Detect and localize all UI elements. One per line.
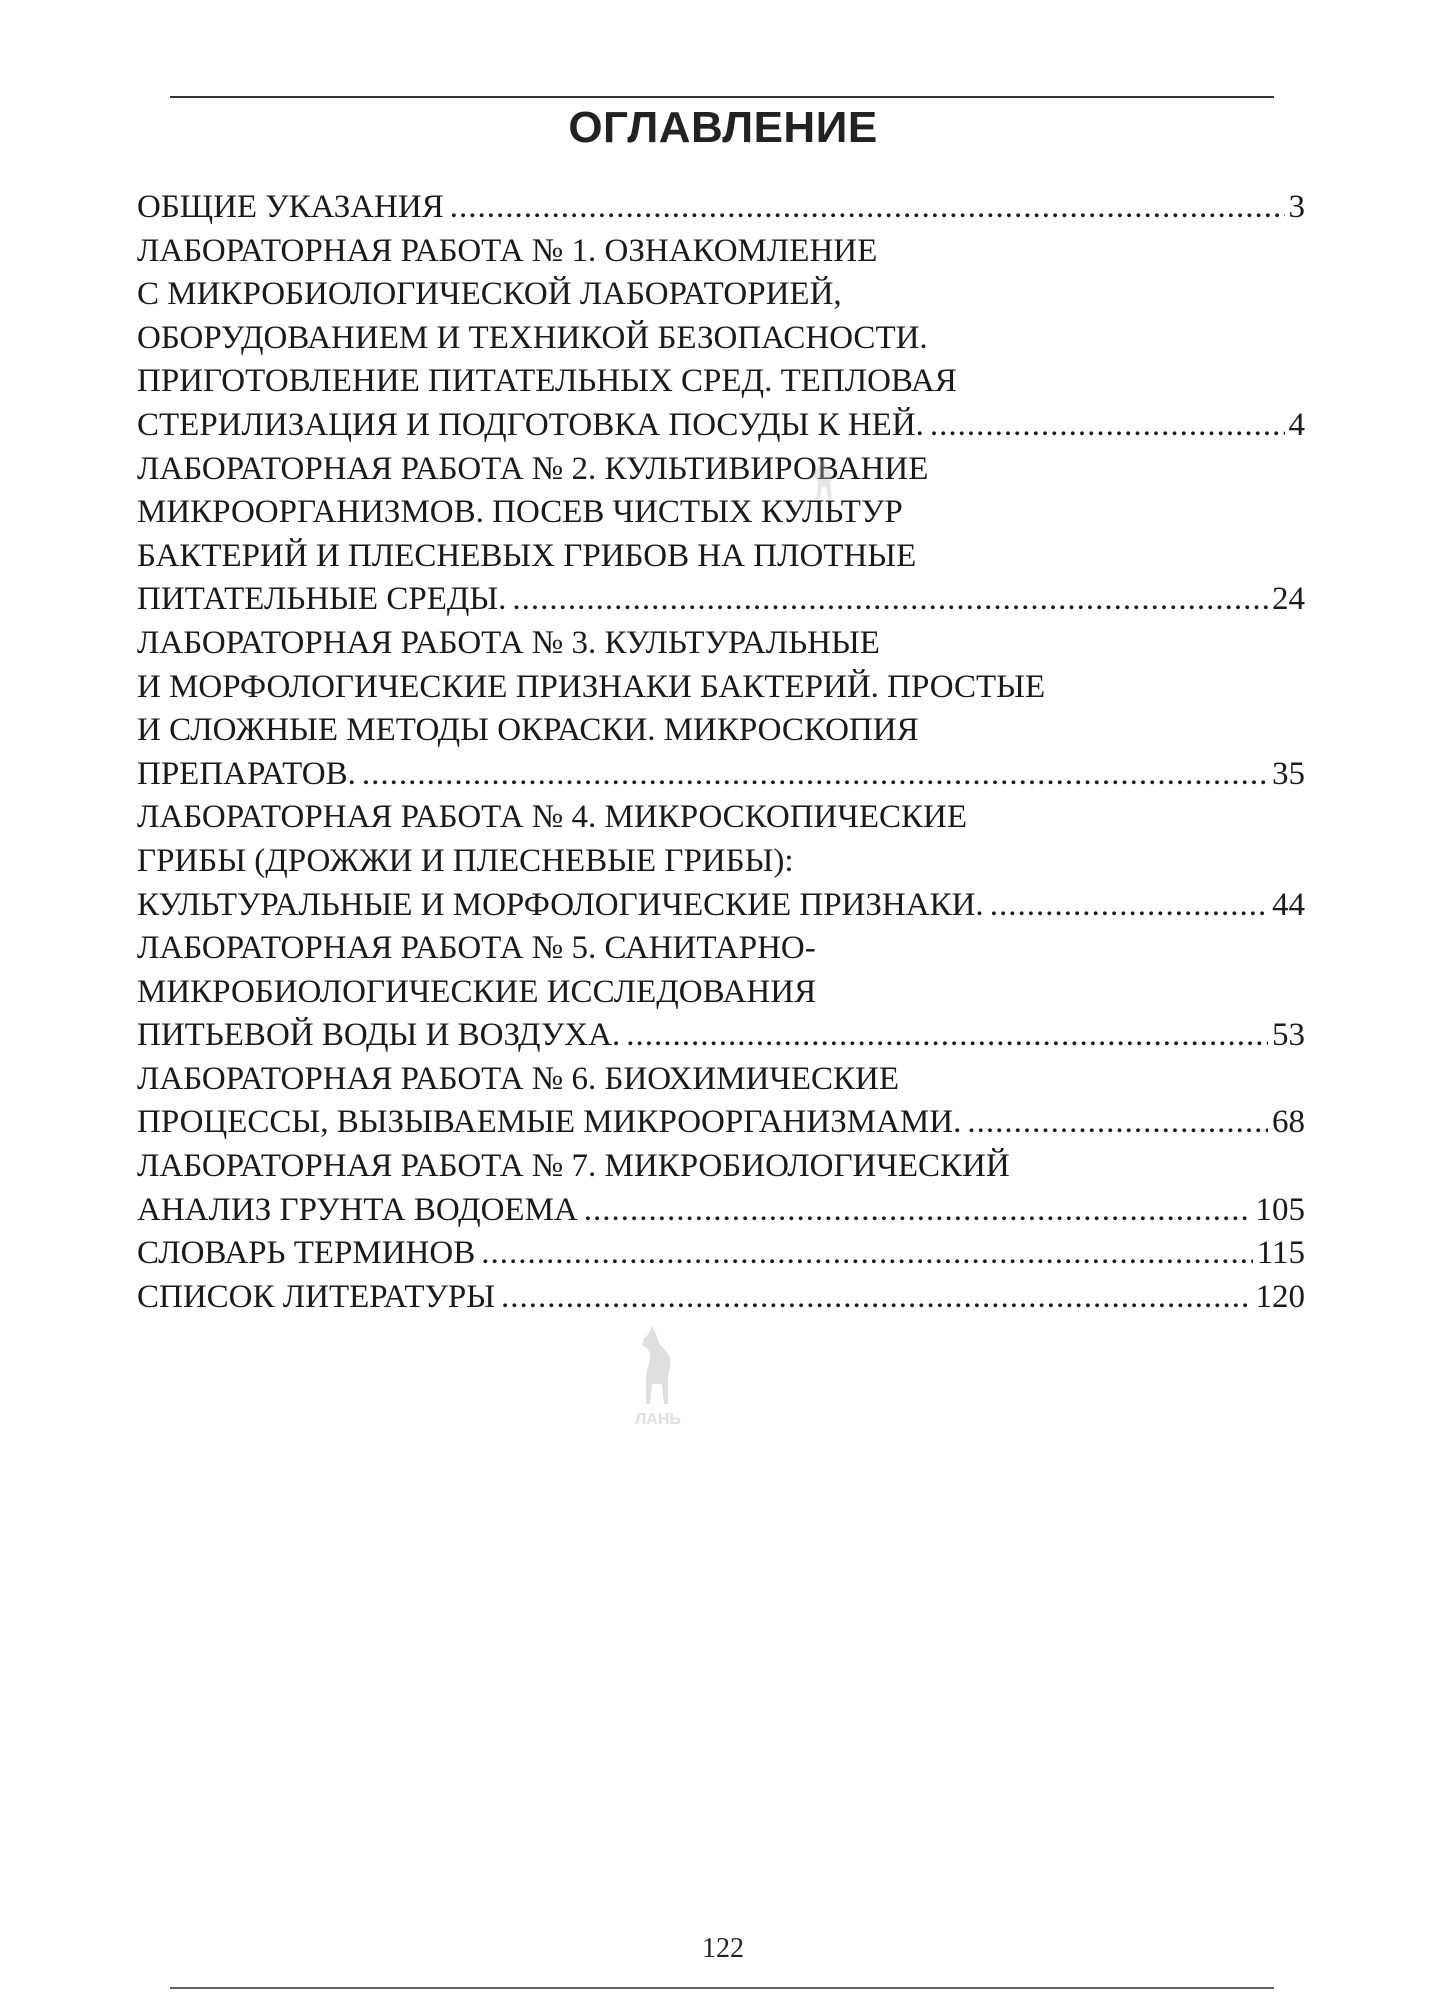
toc-entry-line: КУЛЬТУРАЛЬНЫЕ И МОРФОЛОГИЧЕСКИЕ ПРИЗНАКИ. xyxy=(137,886,984,923)
dot-leader xyxy=(501,1276,1251,1320)
toc-entry-last-line xyxy=(137,753,1305,797)
toc-entry-last-line xyxy=(137,1232,1305,1276)
dot-leader xyxy=(512,578,1268,622)
toc-entry xyxy=(137,448,1305,622)
toc-entry-line: МИКРОБИОЛОГИЧЕСКИЕ ИССЛЕДОВАНИЯ xyxy=(137,973,817,1010)
toc-entry xyxy=(137,927,1305,1058)
publisher-watermark-small xyxy=(800,455,846,515)
toc-entry-line: ЛАБОРАТОРНАЯ РАБОТА № 1. ОЗНАКОМЛЕНИЕ xyxy=(137,232,878,269)
toc-entry-line: ПИТАТЕЛЬНЫЕ СРЕДЫ. xyxy=(137,581,507,618)
deer-logo-icon xyxy=(628,1320,688,1440)
toc-entry-line: МИКРООРГАНИЗМОВ. ПОСЕВ ЧИСТЫХ КУЛЬТУР xyxy=(137,494,903,531)
toc-entry xyxy=(137,1232,1305,1276)
toc-entry xyxy=(137,796,1305,927)
toc-entry-line: ПИТЬЕВОЙ ВОДЫ И ВОЗДУХА. xyxy=(137,1017,621,1054)
toc-entry-line: ЛАБОРАТОРНАЯ РАБОТА № 3. КУЛЬТУРАЛЬНЫЕ xyxy=(137,624,880,661)
toc-entry-line: ПРОЦЕССЫ, ВЫЗЫВАЕМЫЕ МИКРООРГАНИЗМАМИ. xyxy=(137,1104,962,1141)
toc-entry xyxy=(137,1058,1305,1145)
toc-entry xyxy=(137,1276,1305,1320)
dot-leader xyxy=(584,1189,1252,1233)
top-rule xyxy=(170,96,1274,98)
bottom-rule xyxy=(170,1987,1274,1989)
toc-page-number: 120 xyxy=(1255,1278,1305,1315)
toc-entry-line: БАКТЕРИЙ И ПЛЕСНЕВЫХ ГРИБОВ НА ПЛОТНЫЕ xyxy=(137,537,917,574)
toc-page-number: 53 xyxy=(1272,1017,1305,1054)
toc-entry-line: И МОРФОЛОГИЧЕСКИЕ ПРИЗНАКИ БАКТЕРИЙ. ПРОСТЫЕ xyxy=(137,668,1046,705)
toc-entry-last-line xyxy=(137,1189,1305,1233)
toc-entry-line: ЛАБОРАТОРНАЯ РАБОТА № 5. САНИТАРНО- xyxy=(137,930,816,967)
toc-entry-line: АНАЛИЗ ГРУНТА ВОДОЕМА xyxy=(137,1191,578,1228)
dot-leader xyxy=(990,884,1268,928)
toc-entry xyxy=(137,622,1305,796)
page-number: 122 xyxy=(702,1933,744,1964)
toc-entry-line: ЛАБОРАТОРНАЯ РАБОТА № 2. КУЛЬТИВИРОВАНИЕ xyxy=(137,450,929,487)
toc-entry-line: ПРИГОТОВЛЕНИЕ ПИТАТЕЛЬНЫХ СРЕД. ТЕПЛОВАЯ xyxy=(137,363,957,400)
toc-page-number: 3 xyxy=(1288,189,1305,225)
toc-entry-line: И СЛОЖНЫЕ МЕТОДЫ ОКРАСКИ. МИКРОСКОПИЯ xyxy=(137,712,919,749)
toc-entry-line: ОБЩИЕ УКАЗАНИЯ xyxy=(137,189,444,225)
dot-leader xyxy=(450,186,1285,230)
toc-heading: ОГЛАВЛЕНИЕ xyxy=(568,103,878,152)
toc-entry-last-line xyxy=(137,186,1305,230)
toc-entry-last-line xyxy=(137,578,1305,622)
toc-entry-line: ЛАБОРАТОРНАЯ РАБОТА № 6. БИОХИМИЧЕСКИЕ xyxy=(137,1060,899,1097)
toc-entry-line: СТЕРИЛИЗАЦИЯ И ПОДГОТОВКА ПОСУДЫ К НЕЙ. xyxy=(137,406,924,443)
toc-entry-last-line xyxy=(137,1276,1305,1320)
toc-page-number: 4 xyxy=(1288,406,1305,443)
table-of-contents xyxy=(137,186,1305,1319)
toc-page-number: 68 xyxy=(1272,1104,1305,1141)
toc-entry-line: ЛАБОРАТОРНАЯ РАБОТА № 7. МИКРОБИОЛОГИЧЕСКИЙ xyxy=(137,1148,1010,1185)
toc-entry-line: С МИКРОБИОЛОГИЧЕСКОЙ ЛАБОРАТОРИЕЙ, xyxy=(137,276,842,313)
toc-entry-line: ПРЕПАРАТОВ. xyxy=(137,755,356,792)
dot-leader xyxy=(362,753,1268,797)
toc-entry xyxy=(137,230,1305,448)
toc-entry-last-line xyxy=(137,1101,1305,1145)
dot-leader xyxy=(481,1232,1252,1276)
dot-leader xyxy=(930,404,1285,448)
toc-page-number: 24 xyxy=(1272,581,1305,618)
toc-page-number: 105 xyxy=(1255,1191,1305,1228)
dot-leader xyxy=(626,1014,1268,1058)
toc-entry-line: ЛАБОРАТОРНАЯ РАБОТА № 4. МИКРОСКОПИЧЕСКИЕ xyxy=(137,799,967,836)
toc-entry-last-line xyxy=(137,1014,1305,1058)
toc-page-number: 44 xyxy=(1272,886,1305,923)
toc-entry-line: СЛОВАРЬ ТЕРМИНОВ xyxy=(137,1235,476,1272)
toc-entry-line: ОБОРУДОВАНИЕМ И ТЕХНИКОЙ БЕЗОПАСНОСТИ. xyxy=(137,319,928,356)
toc-entry-line: СПИСОК ЛИТЕРАТУРЫ xyxy=(137,1278,496,1315)
watermark-text: ЛАНЬ xyxy=(635,1411,681,1428)
toc-entry xyxy=(137,186,1305,230)
toc-page-number: 35 xyxy=(1272,755,1305,792)
toc-entry-last-line xyxy=(137,884,1305,928)
dot-leader xyxy=(967,1101,1268,1145)
toc-entry-line: ГРИБЫ (ДРОЖЖИ И ПЛЕСНЕВЫЕ ГРИБЫ): xyxy=(137,842,794,879)
toc-entry xyxy=(137,1145,1305,1232)
toc-entry-last-line xyxy=(137,404,1305,448)
toc-page-number: 115 xyxy=(1256,1235,1305,1272)
